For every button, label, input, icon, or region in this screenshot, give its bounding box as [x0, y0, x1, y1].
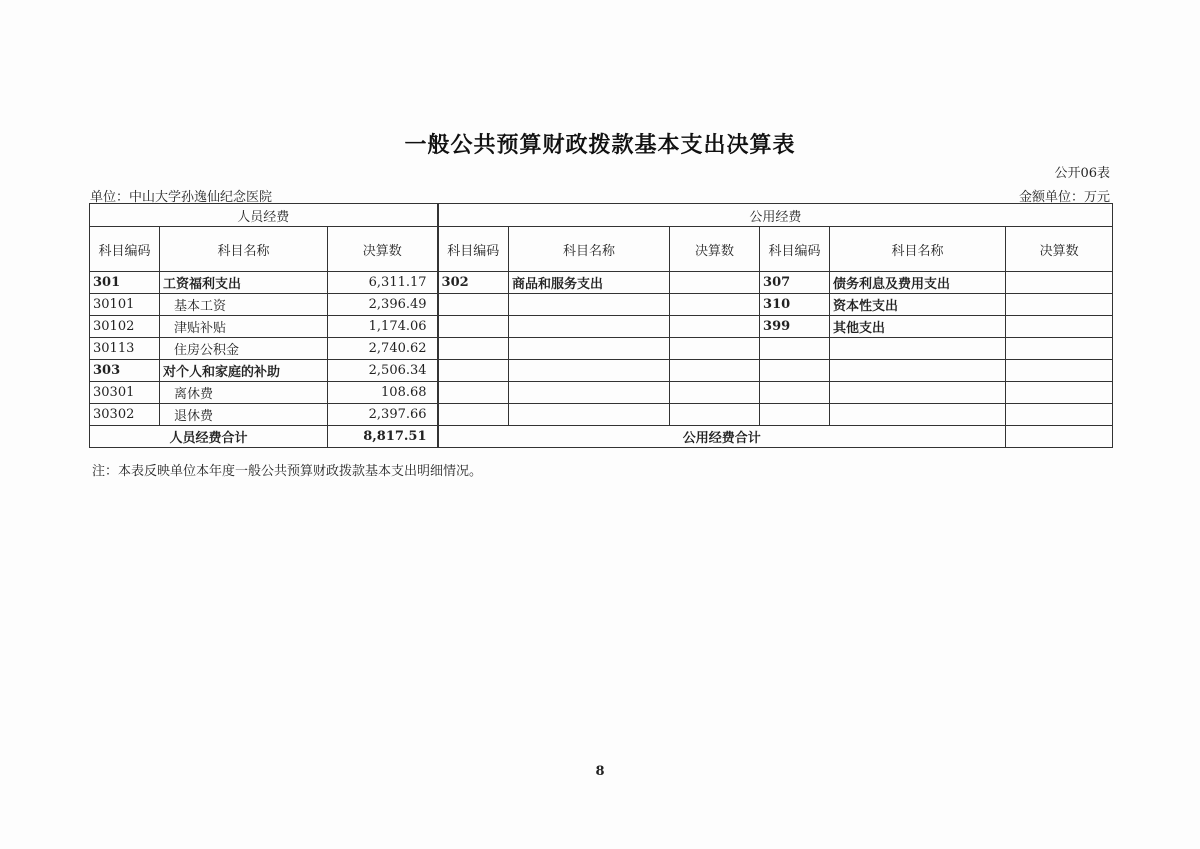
budget-table [89, 203, 1113, 448]
amount [670, 360, 760, 382]
subject-name [830, 338, 1006, 360]
subject-code: 302 [438, 272, 509, 294]
subject-code [760, 382, 830, 404]
subject-code: 307 [760, 272, 830, 294]
subject-code: 310 [760, 294, 830, 316]
amount [1006, 382, 1113, 404]
subject-name: 退休费 [160, 404, 328, 426]
col-amount: 决算数 [1006, 227, 1113, 272]
col-name: 科目名称 [830, 227, 1006, 272]
table-row [90, 404, 1113, 426]
amount: 2,506.34 [328, 360, 438, 382]
col-amount: 决算数 [328, 227, 438, 272]
amount [670, 272, 760, 294]
subject-name: 其他支出 [830, 316, 1006, 338]
group-public: 公用经费 [438, 204, 1113, 227]
table-row [90, 382, 1113, 404]
subject-code: 30101 [90, 294, 160, 316]
amount [670, 316, 760, 338]
amount [1006, 294, 1113, 316]
amount [1006, 360, 1113, 382]
totals-row [90, 426, 1113, 448]
subject-name [509, 316, 670, 338]
table-row [90, 360, 1113, 382]
amount [670, 404, 760, 426]
subject-name: 对个人和家庭的补助 [160, 360, 328, 382]
col-name: 科目名称 [160, 227, 328, 272]
amount [670, 382, 760, 404]
amount: 6,311.17 [328, 272, 438, 294]
amount: 1,174.06 [328, 316, 438, 338]
table-row [90, 316, 1113, 338]
subject-code [438, 338, 509, 360]
personnel-total-amount: 8,817.51 [328, 426, 438, 448]
personnel-total-label: 人员经费合计 [90, 426, 328, 448]
subject-code [438, 294, 509, 316]
subject-name: 资本性支出 [830, 294, 1006, 316]
subject-name: 商品和服务支出 [509, 272, 670, 294]
amount: 108.68 [328, 382, 438, 404]
amount [1006, 316, 1113, 338]
subject-name: 离休费 [160, 382, 328, 404]
subject-name [830, 404, 1006, 426]
col-code: 科目编码 [90, 227, 160, 272]
table-row [90, 338, 1113, 360]
subject-code [438, 382, 509, 404]
amount: 2,397.66 [328, 404, 438, 426]
table-note: 注：本表反映单位本年度一般公共预算财政拨款基本支出明细情况。 [92, 464, 483, 479]
page-number: 8 [595, 764, 605, 779]
subject-name [830, 382, 1006, 404]
subject-code [760, 338, 830, 360]
subject-name: 住房公积金 [160, 338, 328, 360]
group-personnel: 人员经费 [90, 204, 438, 227]
subject-name: 工资福利支出 [160, 272, 328, 294]
subject-code [760, 404, 830, 426]
subject-code: 30301 [90, 382, 160, 404]
subject-code: 30113 [90, 338, 160, 360]
subject-code [438, 316, 509, 338]
table-row [90, 272, 1113, 294]
amount [1006, 272, 1113, 294]
subject-code [760, 360, 830, 382]
subject-code [438, 360, 509, 382]
amount [670, 338, 760, 360]
col-amount: 决算数 [670, 227, 760, 272]
subject-name [509, 404, 670, 426]
subject-name [830, 360, 1006, 382]
subject-name: 基本工资 [160, 294, 328, 316]
col-name: 科目名称 [509, 227, 670, 272]
subject-name [509, 294, 670, 316]
reporting-unit: 单位：中山大学孙逸仙纪念医院 [90, 190, 273, 205]
subject-name [509, 338, 670, 360]
amount [1006, 338, 1113, 360]
subject-name [509, 382, 670, 404]
column-header-row [90, 227, 1113, 272]
page-title: 一般公共预算财政拨款基本支出决算表 [404, 132, 796, 158]
subject-name: 债务利息及费用支出 [830, 272, 1006, 294]
table-row [90, 294, 1113, 316]
subject-name: 津贴补贴 [160, 316, 328, 338]
public-total-amount [1006, 426, 1113, 448]
public-total-label: 公用经费合计 [438, 426, 1006, 448]
subject-code: 30302 [90, 404, 160, 426]
subject-code: 30102 [90, 316, 160, 338]
subject-code: 399 [760, 316, 830, 338]
amount-unit: 金额单位：万元 [1018, 190, 1110, 205]
form-code: 公开06表 [1054, 166, 1110, 181]
amount [670, 294, 760, 316]
subject-code [438, 404, 509, 426]
subject-code: 301 [90, 272, 160, 294]
amount: 2,740.62 [328, 338, 438, 360]
amount: 2,396.49 [328, 294, 438, 316]
amount [1006, 404, 1113, 426]
subject-code: 303 [90, 360, 160, 382]
col-code: 科目编码 [760, 227, 830, 272]
subject-name [509, 360, 670, 382]
group-header-row [90, 204, 1113, 227]
col-code: 科目编码 [438, 227, 509, 272]
